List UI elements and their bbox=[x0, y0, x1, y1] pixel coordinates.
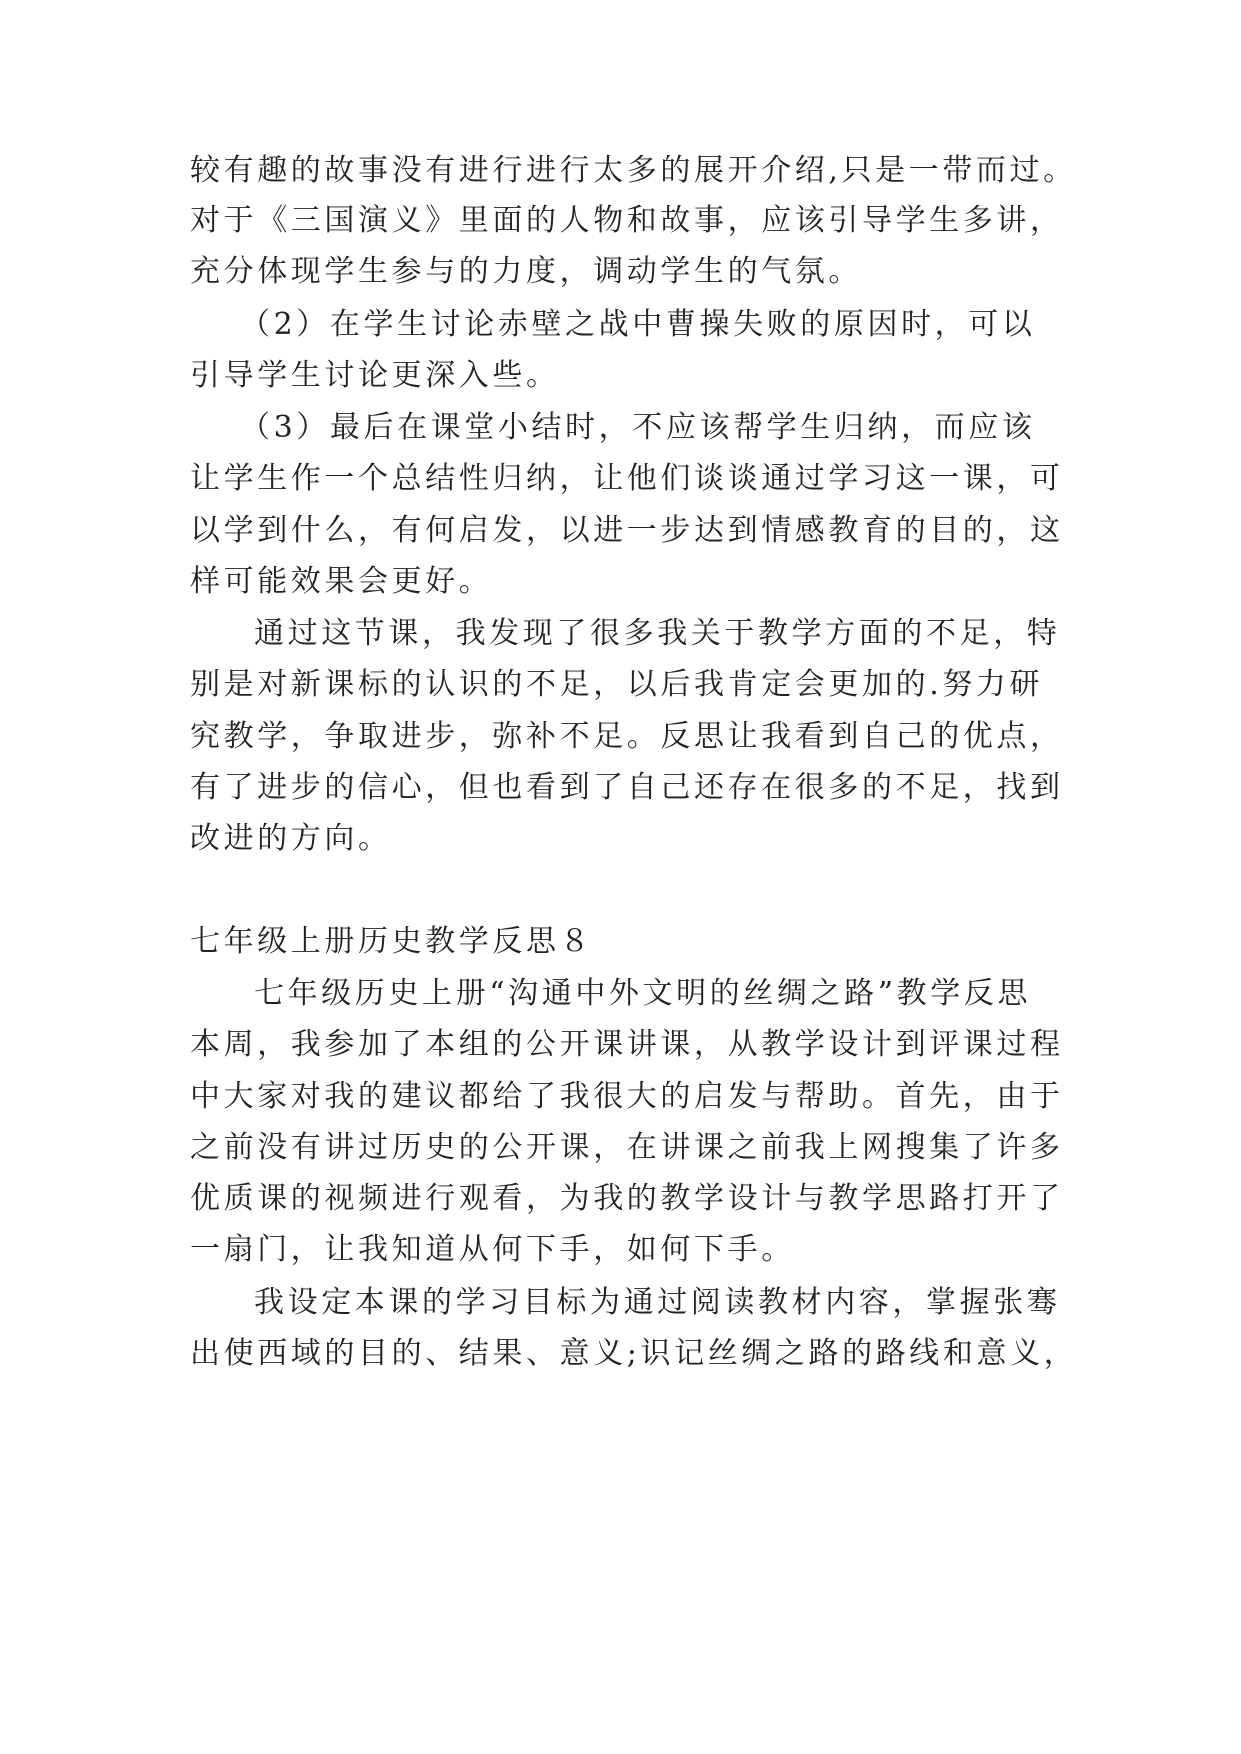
list-item-text-line: （3）最后在课堂小结时，不应该帮学生归纳，而应该 bbox=[240, 410, 1036, 445]
section-heading: 七年级上册历史教学反思８ bbox=[190, 924, 594, 959]
list-item-text-line: 引导学生讨论更深入些。 bbox=[190, 358, 560, 393]
body-text-line: 改进的方向。 bbox=[190, 821, 392, 856]
body-text-line: 之前没有讲过历史的公开课，在讲课之前我上网搜集了许多 bbox=[190, 1130, 1064, 1165]
list-item-text-line: 让学生作一个总结性归纳，让他们谈谈通过学习这一课，可 bbox=[190, 461, 1064, 496]
body-text-line: 七年级历史上册“沟通中外文明的丝绸之路”教学反思 bbox=[254, 976, 1032, 1011]
body-text-line: 通过这节课，我发现了很多我关于教学方面的不足，特 bbox=[254, 616, 1061, 651]
body-text-line: 对于《三国演义》里面的人物和故事，应该引导学生多讲， bbox=[190, 203, 1064, 238]
body-text-line: 一扇门，让我知道从何下手，如何下手。 bbox=[190, 1232, 795, 1267]
body-text-line: 究教学，争取进步，弥补不足。反思让我看到自己的优点， bbox=[190, 719, 1064, 754]
list-item-text-line: 以学到什么，有何启发，以进一步达到情感教育的目的，这 bbox=[190, 513, 1064, 548]
body-text-line: 别是对新课标的认识的不足，以后我肯定会更加的.努力研 bbox=[190, 667, 1044, 702]
list-item-text-line: （2）在学生讨论赤壁之战中曹操失败的原因时，可以 bbox=[240, 307, 1036, 342]
body-text-line: 优质课的视频进行观看，为我的教学设计与教学思路打开了 bbox=[190, 1181, 1064, 1216]
body-text-line: 出使西域的目的、结果、意义;识记丝绸之路的路线和意义， bbox=[190, 1336, 1078, 1371]
body-text-line: 我设定本课的学习目标为通过阅读教材内容，掌握张骞 bbox=[254, 1285, 1061, 1320]
body-text-line: 本周，我参加了本组的公开课讲课，从教学设计到评课过程 bbox=[190, 1027, 1064, 1062]
list-item-text-line: 样可能效果会更好。 bbox=[190, 564, 493, 599]
body-text-line: 较有趣的故事没有进行进行太多的展开介绍,只是一带而过。 bbox=[190, 153, 1077, 188]
body-text-line: 中大家对我的建议都给了我很大的启发与帮助。首先，由于 bbox=[190, 1079, 1064, 1114]
body-text-line: 有了进步的信心，但也看到了自己还存在很多的不足，找到 bbox=[190, 770, 1064, 805]
body-text-line: 充分体现学生参与的力度，调动学生的气氛。 bbox=[190, 254, 862, 289]
